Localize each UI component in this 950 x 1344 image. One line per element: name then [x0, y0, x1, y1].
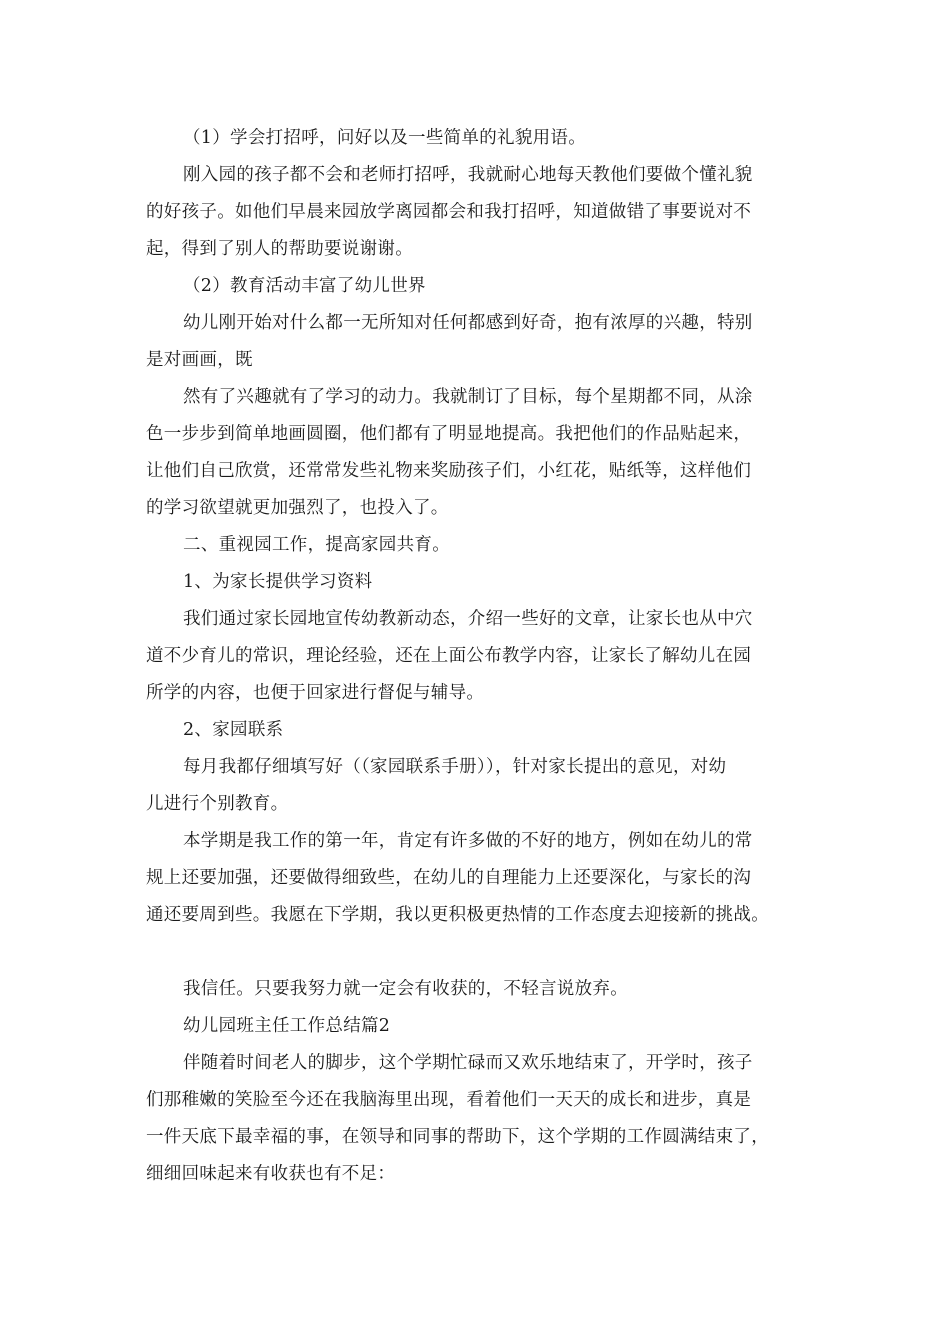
subheading-materials: 1、为家长提供学习资料: [183, 572, 373, 592]
section-heading: 二、重视园工作，提高家园共育。: [183, 535, 450, 555]
paragraph-line: 幼儿刚开始对什么都一无所知对任何都感到好奇，抱有浓厚的兴趣，特别: [183, 313, 753, 333]
paragraph-line: 我信任。只要我努力就一定会有收获的，不轻言说放弃。: [183, 979, 628, 999]
paragraph-line: 是对画画，既: [146, 350, 253, 370]
paragraph-line: 所学的内容，也便于回家进行督促与辅导。: [146, 683, 485, 703]
paragraph-line: 们那稚嫩的笑脸至今还在我脑海里出现，看着他们一天天的成长和进步，真是: [146, 1090, 752, 1110]
subheading-activities: （2）教育活动丰富了幼儿世界: [183, 276, 426, 296]
paragraph-line: 道不少育儿的常识，理论经验，还在上面公布教学内容，让家长了解幼儿在园: [146, 646, 752, 666]
paragraph-line: 的好孩子。如他们早晨来园放学离园都会和我打招呼，知道做错了事要说对不: [146, 202, 752, 222]
subheading-contact: 2、家园联系: [183, 720, 284, 740]
paragraph-line: 然有了兴趣就有了学习的动力。我就制订了目标，每个星期都不同，从涂: [183, 387, 753, 407]
article-title: 幼儿园班主任工作总结篇2: [183, 1016, 391, 1036]
paragraph-line: 我们通过家长园地宣传幼教新动态，介绍一些好的文章，让家长也从中穴: [183, 609, 753, 629]
paragraph-line: 刚入园的孩子都不会和老师打招呼，我就耐心地每天教他们要做个懂礼貌: [183, 165, 753, 185]
paragraph-line: 每月我都仔细填写好（（家园联系手册）），针对家长提出的意见，对幼: [183, 757, 727, 777]
paragraph-line: 儿进行个别教育。: [146, 794, 289, 814]
paragraph-line: 一件天底下最幸福的事，在领导和同事的帮助下，这个学期的工作圆满结束了，: [146, 1127, 769, 1147]
paragraph-line: 的学习欲望就更加强烈了，也投入了。: [146, 498, 449, 518]
paragraph-line: 细细回味起来有收获也有不足：: [146, 1164, 396, 1184]
paragraph-line: 让他们自己欣赏，还常常发些礼物来奖励孩子们，小红花，贴纸等，这样他们: [146, 461, 752, 481]
paragraph-line: 色一步步到简单地画圆圈，他们都有了明显地提高。我把他们的作品贴起来，: [146, 424, 752, 444]
paragraph-line: 本学期是我工作的第一年，肯定有许多做的不好的地方，例如在幼儿的常: [183, 831, 753, 851]
subheading-greeting: （1）学会打招呼，问好以及一些简单的礼貌用语。: [183, 128, 587, 148]
paragraph-line: 起，得到了别人的帮助要说谢谢。: [146, 239, 413, 259]
paragraph-line: 规上还要加强，还要做得细致些，在幼儿的自理能力上还要深化，与家长的沟: [146, 868, 752, 888]
paragraph-line: 通还要周到些。我愿在下学期，我以更积极更热情的工作态度去迎接新的挑战。: [146, 905, 769, 925]
paragraph-line: 伴随着时间老人的脚步，这个学期忙碌而又欢乐地结束了，开学时，孩子: [183, 1053, 753, 1073]
